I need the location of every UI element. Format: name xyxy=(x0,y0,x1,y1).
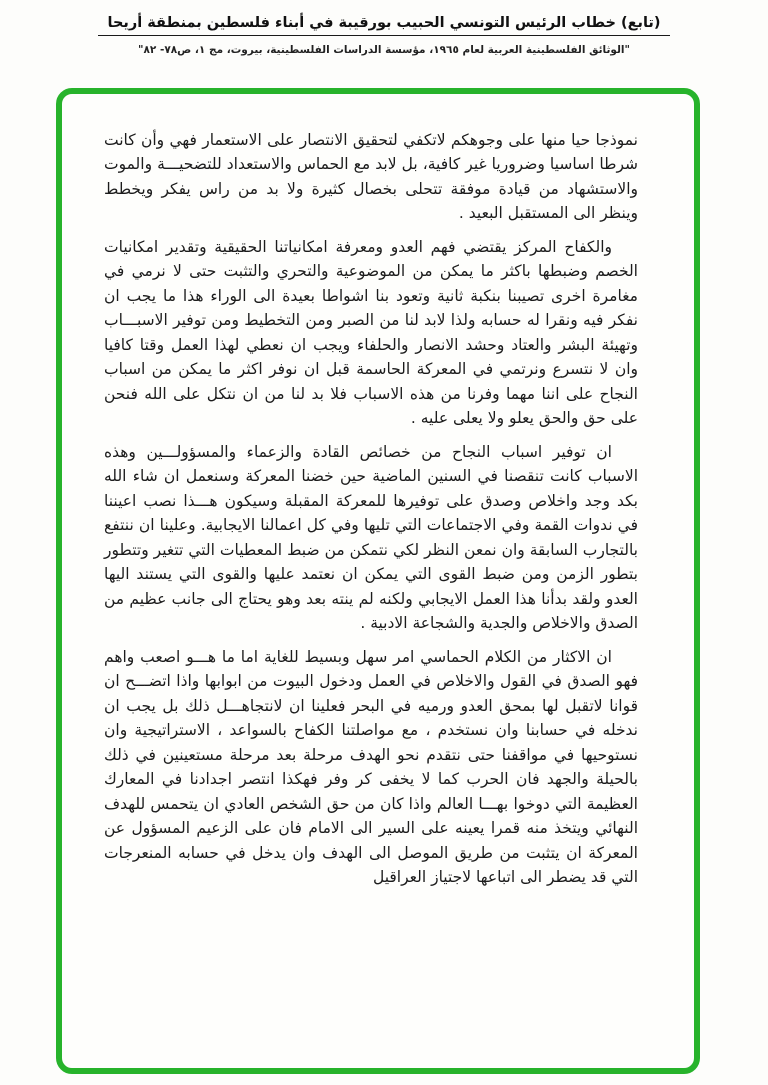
document-title: (تابع) خطاب الرئيس التونسي الحبيب بورقيبة في أبناء فلسطين بمنطقة أريحا xyxy=(98,15,671,36)
document-header xyxy=(0,12,768,56)
paragraph: والكفاح المركز يقتضي فهم العدو ومعرفة امكانياتنا الحقيقية وتقدير امكانيات الخصم وضبطها باكثر ما يمكن من الموضوعية والتحري والتثبت حتى لا نرمي في مغامرة اخرى تصيبنا بنكبة ثانية وتعود بنا اشواطا بعيدة الى الوراء هذا ما يجب ان نفكر فيه ونقرا له حسابه ولذا لابد لنا من الصبر ومن التخطيط ومن توفير الاسبـــاب وتهيئة البشر والعتاد وحشد الانصار والحلفاء ويجب ان نعطي لهذا العمل وقتا كافيا وان لا نتسرع ونرتمي في المعركة الحاسمة قبل ان نوفر اكثر ما يمكن من اسباب النجاح على اننا مهما وفرنا من هذه الاسباب فلا بد لنا من ان نتكل على الله فنحن على حق والحق يعلو ولا يعلى عليه . xyxy=(104,237,638,428)
paragraph: نموذجا حيا منها على وجوهكم لاتكفي لتحقيق الانتصار على الاستعمار فهي وأن كانت شرطا اساسيا وضروريا غير كافية، بل لابد مع الحماس والاستعداد للتضحيـــة والموت والاستشهاد من قيادة موفقة تتحلى بخصال كثيرة ولا بد من راس يفكر ويخطط وينظر الى المستقبل البعيد . xyxy=(104,131,638,223)
paragraph: ان توفير اسباب النجاح من خصائص القادة والزعماء والمسؤولـــين وهذه الاسباب كانت تنقصنا في السنين الماضية حين خضنا المعركة وسنعمل ان شاء الله بكد وجد واخلاص وصدق على توفيرها للمعركة المقبلة وسيكون هـــذا نصب اعيننا في ندوات القمة وفي الاجتماعات التي تليها وفي كل اعمالنا الايجابية. وعلينا ان ننتفع بالتجارب السابقة وان نمعن النظر لكي نتمكن من ضبط المعطيات التي تتغير وتتطور بتطور الزمن ومن ضبط القوى التي يمكن ان نعتمد عليها والقوى التي يستند اليها العدو ولقد بدأنا هذا العمل الايجابي ولكنه لم ينته بعد وهو يحتاج الى جانب عظيم من الصدق والاخلاص والجدية والشجاعة الادبية . xyxy=(104,442,638,633)
document-source-citation: "الوثائق الفلسطينية العربية لعام ١٩٦٥، مؤسسة الدراسات الفلسطينية، بيروت، مج ١، ص٧٨- ٨٢" xyxy=(137,44,630,56)
paragraph: ان الاكثار من الكلام الحماسي امر سهل وبسيط للغاية اما ما هـــو اصعب واهم فهو الصدق في القول والاخلاص في العمل ودخول البيوت من ابوابها واذا اتضـــح ان قوانا لاتقبل لها بمحق العدو ورميه في البحر فعلينا ان لانتجاهـــل ذلك بل يجب ان ندخله في حسابنا وان نستخدم ، مع مواصلتنا الكفاح بالسواعد ، الاستراتيجية وان نستوحيها في مواقفنا حتى نتقدم نحو الهدف مرحلة بعد مرحلة مستعينين في ذلك بالحيلة والجهد فان الحرب كما لا يخفى كر وفر فهكذا انتصر اجدادنا في المعارك العظيمة التي دوخوا بهـــا العالم واذا كان من حق الشخص العادي ان يتحمس للهدف النهائي ويتخذ منه قمرا يعينه على السير الى الامام فان على الزعيم المسؤول عن المعركة ان يتثبت من طريق الموصل الى الهدف وان يدخل في حسابه المنعرجات التي قد يضطر الى اتباعها لاجتياز العراقيل xyxy=(104,647,638,887)
document-body xyxy=(62,94,694,890)
highlight-box xyxy=(56,88,700,1074)
